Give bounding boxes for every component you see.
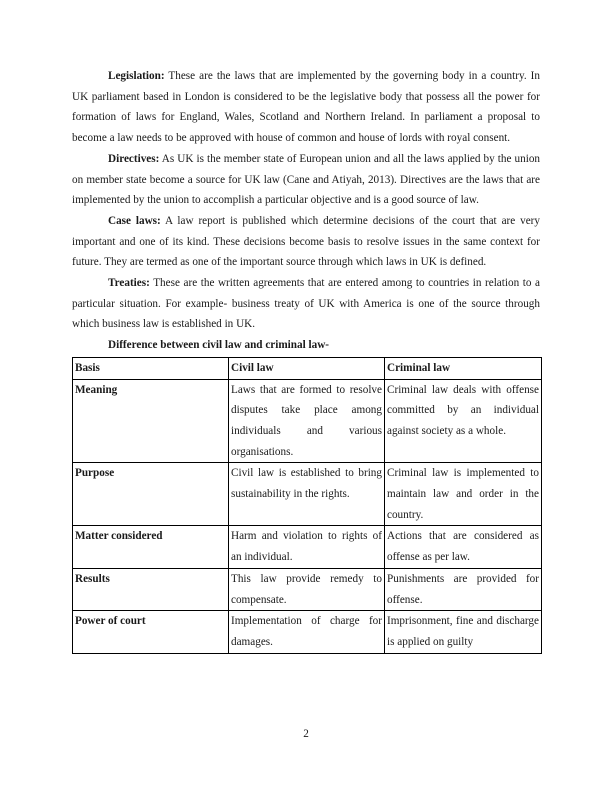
table-row: [73, 568, 542, 610]
row-criminal: Imprisonment, fine and discharge is applied on guilty: [385, 611, 542, 653]
row-basis: Results: [73, 568, 229, 610]
text-directives: As UK is the member state of European union and all the laws applied by the union on member state become a source for UK law (Cane and Atiyah, 2013). Directives are the laws that are implemented by the union to accomplish a particular objective and is a good source of law.: [72, 152, 540, 207]
paragraph-directives: [72, 149, 540, 211]
row-criminal: Criminal law deals with offense committed by an individual against society as a whole.: [385, 379, 542, 463]
comparison-table: [72, 357, 542, 654]
header-civil-law: Civil law: [229, 357, 385, 379]
text-treaties: These are the written agreements that are entered among to countries in relation to a particular situation. For example- business treaty of UK with America is one of the source through which business law is established in UK.: [72, 277, 540, 331]
row-criminal: Criminal law is implemented to maintain law and order in the country.: [385, 463, 542, 526]
row-civil: Implementation of charge for damages.: [229, 611, 385, 653]
text-legislation: These are the laws that are implemented by the governing body in a country. In UK parliament based in London is considered to be the legislative body that possess all the power for formation of laws for England, Wales, Scotland and Northern Ireland. In parliament a proposal to become a law needs to be approved with house of common and house of lords with royal consent.: [72, 70, 540, 145]
row-basis: Meaning: [73, 379, 229, 463]
row-criminal: Actions that are considered as offense as per law.: [385, 526, 542, 568]
table-row: [73, 463, 542, 526]
paragraph-legislation: [72, 66, 540, 149]
row-civil: This law provide remedy to compensate.: [229, 568, 385, 610]
document-page: [72, 66, 540, 654]
page-number: 2: [303, 728, 309, 740]
term-case-laws: Case laws:: [108, 214, 161, 227]
table-title: Difference between civil law and criminal law-: [108, 339, 330, 352]
row-basis: Purpose: [73, 463, 229, 526]
row-criminal: Punishments are provided for offense.: [385, 568, 542, 610]
row-civil: Civil law is established to bring sustainability in the rights.: [229, 463, 385, 526]
term-legislation: Legislation:: [108, 70, 165, 82]
header-basis: Basis: [73, 357, 229, 379]
row-basis: Power of court: [73, 611, 229, 653]
row-basis: Matter considered: [73, 526, 229, 568]
row-civil: Harm and violation to rights of an individual.: [229, 526, 385, 568]
row-civil: Laws that are formed to resolve disputes take place among individuals and various organisations.: [229, 379, 385, 463]
table-row: [73, 526, 542, 568]
term-treaties: Treaties:: [108, 277, 150, 290]
table-row: [73, 611, 542, 653]
paragraph-case-laws: [72, 211, 540, 273]
header-criminal-law: Criminal law: [385, 357, 542, 379]
table-header-row: [73, 357, 542, 379]
text-case-laws: A law report is published which determine decisions of the court that are very important and one of its kind. These decisions become basis to resolve issues in the same context for future. They are termed as one of the important source through which laws in UK is defined.: [72, 214, 541, 269]
paragraph-treaties: [72, 273, 540, 335]
term-directives: Directives:: [108, 152, 160, 165]
table-row: [73, 379, 542, 463]
